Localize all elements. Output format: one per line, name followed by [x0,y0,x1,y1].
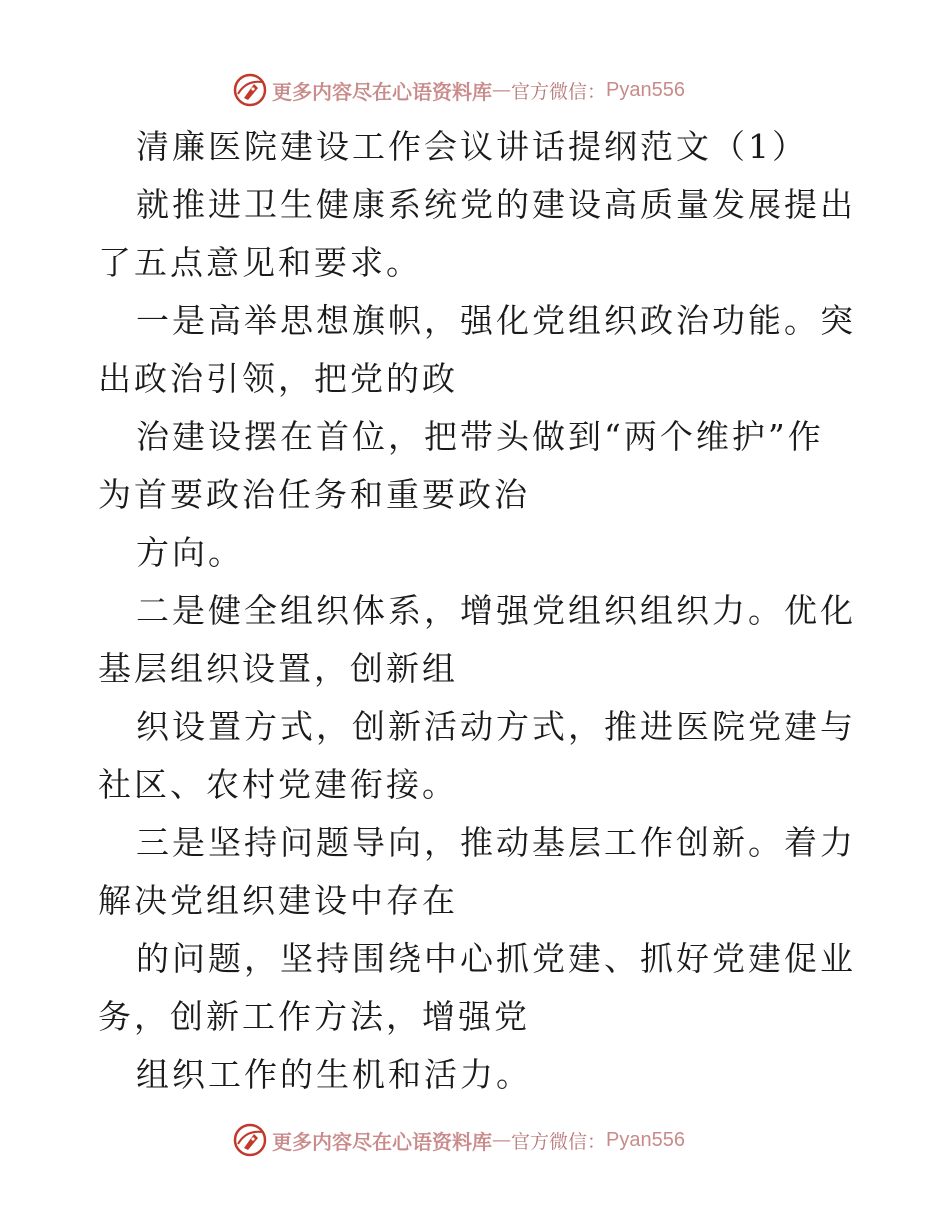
paragraph: 就推进卫生健康系统党的建设高质量发展提出了五点意见和要求。 [98,185,856,282]
paragraph: 二是健全组织体系，增强党组织组织力。优化基层组织设置，创新组 [98,591,856,688]
paragraph: 三是坚持问题导向，推动基层工作创新。着力解决党组织建设中存在 [98,823,856,920]
document-title: 清廉医院建设工作会议讲话提纲范文（1） [136,127,808,166]
banner-separator: — [492,79,511,101]
pen-nib-logo-icon [232,1122,268,1158]
banner-brand-text: 更多内容尽在心语资料库 [272,1129,492,1154]
pen-nib-logo-icon [232,72,268,108]
paragraph: 方向。 [136,533,244,572]
banner-wechat-label: 官方微信： [511,80,607,103]
paragraph: 一是高举思想旗帜，强化党组织政治功能。突出政治引领，把党的政 [98,301,856,398]
paragraph: 的问题，坚持围绕中心抓党建、抓好党建促业务，创新工作方法，增强党 [98,939,856,1036]
paragraph: 组织工作的生机和活力。 [136,1055,532,1094]
paragraph: 织设置方式，创新活动方式，推进医院党建与社区、农村党建衔接。 [98,707,856,804]
banner-wechat-id: Pyan556 [606,78,685,101]
banner-wechat-id: Pyan556 [606,1128,685,1151]
paragraph: 治建设摆在首位，把带头做到“两个维护”作为首要政治任务和重要政治 [98,417,824,514]
banner-separator: — [492,1129,511,1151]
banner-wechat-label: 官方微信： [511,1130,607,1153]
document-body [98,118,858,1104]
footer-banner [232,1120,685,1160]
header-banner [232,70,685,110]
banner-brand-text: 更多内容尽在心语资料库 [272,79,492,104]
